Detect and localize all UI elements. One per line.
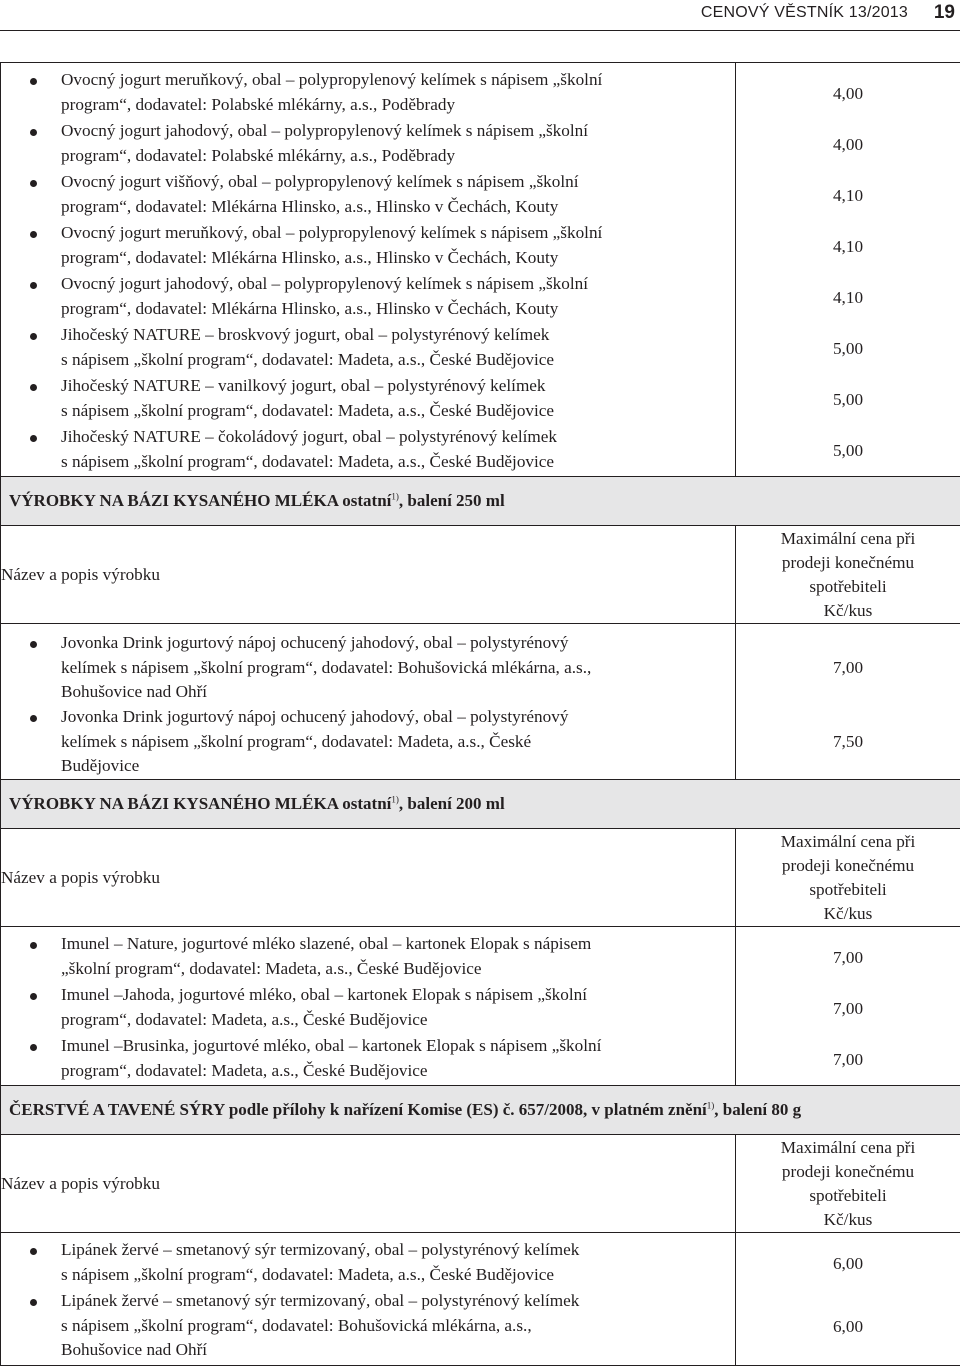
list-item: Jihočeský NATURE – vanilkový jogurt, obal – polystyrénový kelímek s nápisem „školní program“, dodavatel: Madeta, a.s., České Budějovice xyxy=(1,374,735,425)
price-value: 7,00 xyxy=(736,983,960,1034)
price-value: 6,00 xyxy=(736,1289,960,1365)
price-list-table xyxy=(0,62,960,1366)
price-column xyxy=(736,624,960,780)
list-item: Lipánek žervé – smetanový sýr termizovaný, obal – polystyrénový kelímek s nápisem „školní program“, dodavatel: Madeta, a.s., České Budějovice xyxy=(1,1238,735,1289)
bullet-icon xyxy=(30,1248,37,1255)
list-item: Jovonka Drink jogurtový nápoj ochucený jahodový, obal – polystyrénový kelímek s nápisem „školní program“, dodavatel: Madeta, a.s., České Budějovice xyxy=(1,705,735,779)
list-item: Ovocný jogurt jahodový, obal – polypropylenový kelímek s nápisem „školní program“, dodavatel: Mlékárna Hlinsko, a.s., Hlinsko v Čechách, Kouty xyxy=(1,272,735,323)
price-value: 5,00 xyxy=(736,425,960,476)
list-item: Jihočeský NATURE – broskvový jogurt, obal – polystyrénový kelímek s nápisem „školní program“, dodavatel: Madeta, a.s., České Budějovice xyxy=(1,323,735,374)
section-title: VÝROBKY NA BÁZI KYSANÉHO MLÉKA ostatní$^{1)}$, balení 200 ml xyxy=(1,780,960,829)
product-group xyxy=(1,63,960,477)
column-header-name: Název a popis výrobku xyxy=(1,1135,736,1233)
price-value: 4,10 xyxy=(736,170,960,221)
list-item: Ovocný jogurt jahodový, obal – polypropylenový kelímek s nápisem „školní program“, dodavatel: Polabské mlékárny, a.s., Poděbrady xyxy=(1,119,735,170)
column-header-name: Název a popis výrobku xyxy=(1,526,736,624)
section-title: VÝROBKY NA BÁZI KYSANÉHO MLÉKA ostatní$^{1)}$, balení 250 ml xyxy=(1,477,960,526)
bullet-icon xyxy=(30,942,37,949)
bullet-icon xyxy=(30,180,37,187)
list-item: Lipánek žervé – smetanový sýr termizovaný, obal – polystyrénový kelímek s nápisem „školní program“, dodavatel: Bohušovická mlékárna, a.s., Bohušovice nad Ohří xyxy=(1,1289,735,1365)
column-header-price: Maximální cena při prodeji konečnému spotřebiteli Kč/kus xyxy=(736,829,960,927)
section-title: ČERSTVÉ A TAVENÉ SÝRY podle přílohy k nařízení Komise (ES) č. 657/2008, v platném znění$^{1)}$, balení 80 g xyxy=(1,1086,960,1135)
bullet-icon xyxy=(30,1044,37,1051)
product-descriptions xyxy=(1,927,736,1086)
price-value: 4,10 xyxy=(736,221,960,272)
price-column xyxy=(736,63,960,477)
bullet-icon xyxy=(30,231,37,238)
bullet-icon xyxy=(30,715,37,722)
bullet-icon xyxy=(30,435,37,442)
product-group xyxy=(1,1233,960,1366)
column-header-price: Maximální cena při prodeji konečnému spotřebiteli Kč/kus xyxy=(736,526,960,624)
column-header-row xyxy=(1,526,960,624)
bullet-icon xyxy=(30,129,37,136)
price-column xyxy=(736,927,960,1086)
price-value: 5,00 xyxy=(736,323,960,374)
column-header-row xyxy=(1,829,960,927)
column-header-row xyxy=(1,1135,960,1233)
list-item: Ovocný jogurt meruňkový, obal – polypropylenový kelímek s nápisem „školní program“, dodavatel: Polabské mlékárny, a.s., Poděbrady xyxy=(1,68,735,119)
price-value: 7,00 xyxy=(736,631,960,705)
price-value: 7,00 xyxy=(736,932,960,983)
price-value: 7,00 xyxy=(736,1034,960,1085)
footnote-ref: 1) xyxy=(707,1100,715,1110)
list-item: Ovocný jogurt višňový, obal – polypropylenový kelímek s nápisem „školní program“, dodavatel: Mlékárna Hlinsko, a.s., Hlinsko v Čechách, Kouty xyxy=(1,170,735,221)
bullet-icon xyxy=(30,993,37,1000)
price-column xyxy=(736,1233,960,1366)
running-header xyxy=(0,0,960,30)
product-group xyxy=(1,927,960,1086)
price-value: 5,00 xyxy=(736,374,960,425)
bullet-icon xyxy=(30,78,37,85)
section-heading-row xyxy=(1,477,960,526)
column-header-price: Maximální cena při prodeji konečnému spotřebiteli Kč/kus xyxy=(736,1135,960,1233)
section-heading-row xyxy=(1,780,960,829)
list-item: Imunel – Nature, jogurtové mléko slazené, obal – kartonek Elopak s nápisem „školní program“, dodavatel: Madeta, a.s., České Budějovice xyxy=(1,932,735,983)
footnote-ref: 1) xyxy=(391,794,399,804)
price-value: 7,50 xyxy=(736,705,960,779)
product-descriptions xyxy=(1,624,736,780)
product-group xyxy=(1,624,960,780)
column-header-name: Název a popis výrobku xyxy=(1,829,736,927)
bullet-icon xyxy=(30,384,37,391)
bullet-icon xyxy=(30,333,37,340)
product-descriptions xyxy=(1,63,736,477)
list-item: Imunel –Brusinka, jogurtové mléko, obal – kartonek Elopak s nápisem „školní program“, dodavatel: Madeta, a.s., České Budějovice xyxy=(1,1034,735,1085)
product-descriptions xyxy=(1,1233,736,1366)
header-rule xyxy=(0,30,960,31)
price-value: 6,00 xyxy=(736,1238,960,1289)
list-item: Jihočeský NATURE – čokoládový jogurt, obal – polystyrénový kelímek s nápisem „školní program“, dodavatel: Madeta, a.s., České Budějovice xyxy=(1,425,735,476)
footnote-ref: 1) xyxy=(391,491,399,501)
bullet-icon xyxy=(30,1299,37,1306)
bullet-icon xyxy=(30,282,37,289)
list-item: Ovocný jogurt meruňkový, obal – polypropylenový kelímek s nápisem „školní program“, dodavatel: Mlékárna Hlinsko, a.s., Hlinsko v Čechách, Kouty xyxy=(1,221,735,272)
page-number: 19 xyxy=(934,2,955,24)
list-item: Jovonka Drink jogurtový nápoj ochucený jahodový, obal – polystyrénový kelímek s nápisem „školní program“, dodavatel: Bohušovická mlékárna, a.s., Bohušovice nad Ohří xyxy=(1,631,735,705)
price-value: 4,10 xyxy=(736,272,960,323)
price-value: 4,00 xyxy=(736,119,960,170)
section-heading-row xyxy=(1,1086,960,1135)
bullet-icon xyxy=(30,641,37,648)
list-item: Imunel –Jahoda, jogurtové mléko, obal – kartonek Elopak s nápisem „školní program“, dodavatel: Madeta, a.s., České Budějovice xyxy=(1,983,735,1034)
price-value: 4,00 xyxy=(736,68,960,119)
journal-title: CENOVÝ VĚSTNÍK 13/2013 xyxy=(701,4,908,22)
